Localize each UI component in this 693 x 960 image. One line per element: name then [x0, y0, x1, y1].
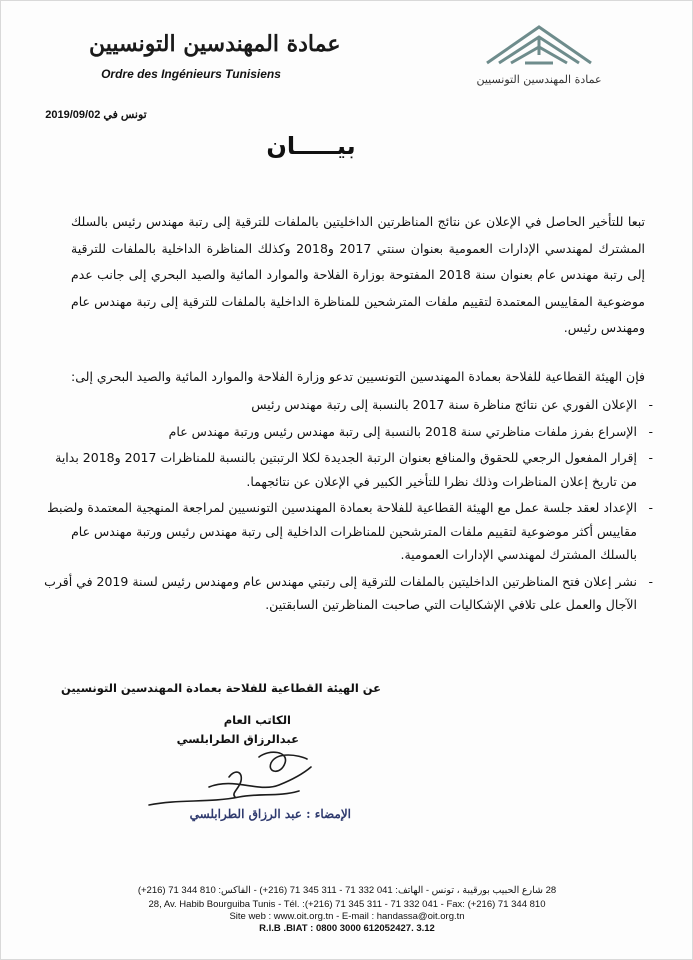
letter-date: تونس في 2019/09/02 — [45, 109, 147, 121]
footer-address-arabic: 28 شارع الحبيب بورقيبة ، تونس - الهاتف: 041 332 71 - 311 345 71 (216+) - الفاكس: 810 344 71 (216+) — [137, 885, 557, 896]
footer-address-french: 28, Av. Habib Bourguiba Tunis - Tél. :(+216) 71 345 311 - 71 332 041 - Fax: (+216) 71 344 810 — [148, 899, 546, 910]
signature-org: عن الهيئة القطاعية للفلاحة بعمادة المهندسين التونسيين — [60, 681, 381, 695]
intro-paragraph: تبعا للتأخير الحاصل في الإعلان عن نتائج المناظرتين الداخليتين بالملفات للترقية إلى رتبة مهندس رئيس بالسلك المشترك لمهندسي الإدارات العمومية بعنوان سنتي 2017 و2018 وكذلك المناظرة الداخلية بالملفات للترقية إلى رتبة مهندس عام بعنوان سنة 2018 المفتوحة بوزارة الفلاحة والموارد المائية والصيد البحري إلى جانب عدم موضوعية المقاييس المعتمدة لتقييم ملفات المترشحين للمناظرة الداخلية بالملفات للترقية إلى رتبة مهندس عام ومهندس رئيس. — [71, 214, 645, 335]
signature-stamp: الإمضاء : عبد الرزاق الطرابلسي — [189, 807, 351, 821]
list-item: - الإعداد لعقد جلسة عمل مع الهيئة القطاعية للفلاحة بعمادة المهندسين التونسيين لمراجعة المنهجية المعتمدة ولضبط مقاييس أكثر موضوعية لتقييم ملفات المترشحين للمناظرات الداخلية إلى رتبة مهندس رئيس ورتبة مهندس عام بالسلك المشترك لمهندسي الإدارات العمومية. — [41, 496, 653, 567]
brand-arabic-name: عمادة المهندسين التونسيين — [89, 31, 341, 57]
footer-web-email: Site web : www.oit.org.tn - E-mail : handassa@oit.org.tn — [229, 911, 465, 922]
list-item: - الإعلان الفوري عن نتائج مناظرة سنة 2017 بالنسبة إلى رتبة مهندس رئيس — [41, 393, 653, 417]
footer-rib: R.I.B .BIAT : 0800 3000 612052427. 3.12 — [259, 923, 435, 934]
call-paragraph: فإن الهيئة القطاعية للفلاحة بعمادة المهندسين التونسيين تدعو وزارة الفلاحة والموارد المائية والصيد البحري إلى: — [71, 369, 645, 384]
signature-role: الكاتب العام — [223, 713, 291, 727]
demands-list — [41, 393, 653, 620]
logo-caption: عمادة المهندسين التونسيين — [476, 73, 602, 86]
brand-french-name: Ordre des Ingénieurs Tunisiens — [101, 67, 281, 81]
signature-name: عبدالرزاق الطرابلسي — [176, 732, 299, 746]
list-item: - الإسراع بفرز ملفات مناظرتي سنة 2018 بالنسبة إلى رتبة مهندس رئيس ورتبة مهندس عام — [41, 420, 653, 444]
list-item: - إقرار المفعول الرجعي للحقوق والمنافع بعنوان الرتبة الجديدة لكلا الرتبتين بالنسبة للمناظرات 2017 و2018 بداية من تاريخ إعلان المناظرات وذلك نظرا للتأخير الكبير في الإعلان عن نتائجهما. — [41, 446, 653, 493]
page-title: بيـــــان — [266, 132, 356, 160]
list-item: - نشر إعلان فتح المناظرتين الداخليتين بالملفات للترقية إلى رتبتي مهندس عام ومهندس رئيس لسنة 2019 في أقرب الآجال والعمل على تلافي الإشكاليات التي صاحبت المناظرتين السابقتين. — [41, 570, 653, 617]
